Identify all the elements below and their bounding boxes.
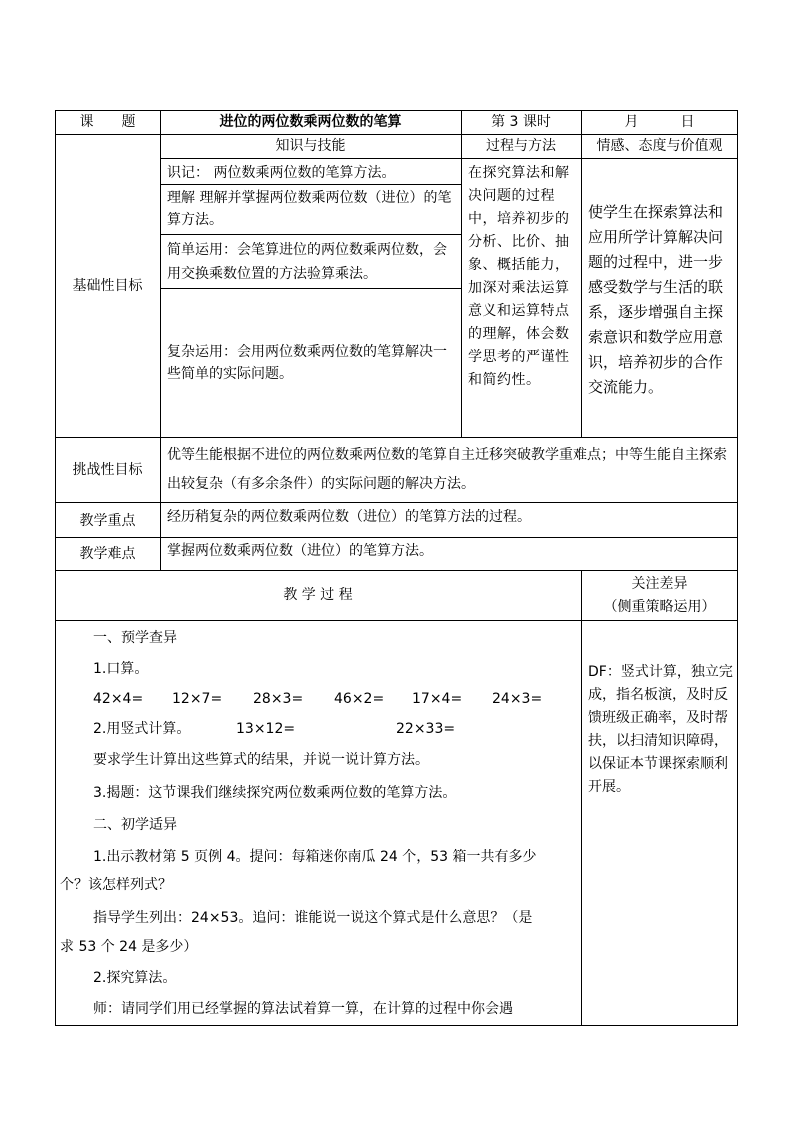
topic-label: 课 题 bbox=[79, 114, 136, 130]
rule-key-end bbox=[55, 537, 738, 538]
process-line-3: 2.用竖式计算。 bbox=[93, 721, 191, 737]
knowledge-item-memorize: 识记： 两位数乘两位数的笔算方法。 bbox=[167, 165, 396, 181]
oral-item-6: 24×3= bbox=[492, 691, 543, 707]
knowledge-item-understand: 理解 理解并掌握两位数乘两位数（进位）的笔算方法。 bbox=[167, 190, 452, 228]
side-strategy-note: DF：竖式计算，独立完成，指名板演，及时反馈班级正确率，及时帮扶，以扫清知识障碍，以保证本节课探索顺利开展。 bbox=[588, 664, 733, 795]
process-line-1: 一、预学查异 bbox=[93, 630, 177, 646]
rule-basic-end bbox=[55, 437, 738, 438]
oral-item-2: 12×7= bbox=[172, 691, 223, 707]
table-border-top bbox=[55, 110, 738, 111]
rule-knowledge-1 bbox=[160, 184, 461, 185]
side-title-1: 关注差异 bbox=[631, 576, 688, 592]
oral-item-4: 46×2= bbox=[334, 691, 385, 707]
rule-difficult-end bbox=[55, 570, 738, 571]
table-border-bottom bbox=[55, 1025, 738, 1026]
process-line-5: 3.揭题：这节课我们继续探究两位数乘两位数的笔算方法。 bbox=[93, 785, 457, 801]
side-title-2: （侧重策略运用） bbox=[603, 599, 716, 615]
attitude-value-text: 使学生在探索算法和应用所学计算解决问题的过程中，进一步感受数学与生活的联系，逐步增强自主探索意识和数学应用意识，培养初步的合作交流能力。 bbox=[588, 203, 724, 396]
difficult-point-text: 掌握两位数乘两位数（进位）的笔算方法。 bbox=[167, 543, 433, 559]
rule-attitude-col bbox=[581, 110, 582, 438]
difficult-point-label: 教学难点 bbox=[79, 546, 136, 562]
lesson-title: 进位的两位数乘两位数的笔算 bbox=[219, 114, 402, 130]
process-method-text: 在探究算法和解决问题的过程中，培养初步的分析、比价、抽象、概括能力，加深对乘法运算意义和运算特点的理解，体会数学思考的严谨性和简约性。 bbox=[468, 165, 570, 388]
process-line-7: 1.出示教材第 5 页例 4。提问：每箱迷你南瓜 24 个，53 箱一共有多少 bbox=[93, 849, 537, 865]
rule-knowledge-2 bbox=[160, 234, 461, 235]
written-item-2: 22×33= bbox=[396, 721, 456, 737]
rule-knowledge-3 bbox=[160, 288, 461, 289]
oral-item-1: 42×4= bbox=[93, 691, 144, 707]
rule-challenge-end bbox=[55, 502, 738, 503]
rule-columns bbox=[160, 158, 738, 159]
rule-header bbox=[55, 134, 738, 135]
table-border-left bbox=[55, 110, 56, 1026]
process-line-8: 个？该怎样列式？ bbox=[60, 877, 172, 893]
process-line-6: 二、初学适异 bbox=[93, 817, 177, 833]
process-line-11: 2.探究算法。 bbox=[93, 970, 177, 986]
lesson-date: 月 日 bbox=[624, 114, 695, 130]
rule-side-col bbox=[581, 570, 582, 1026]
rule-process-head bbox=[55, 620, 738, 621]
lesson-plan-table bbox=[55, 110, 738, 1026]
challenge-goal-text: 优等生能根据不进位的两位数乘两位数的笔算自主迁移突破教学重难点；中等生能自主探索出较复杂（有多余条件）的实际问题的解决方法。 bbox=[167, 447, 727, 492]
key-point-label: 教学重点 bbox=[79, 513, 136, 529]
process-line-4: 要求学生计算出这些算式的结果，并说一说计算方法。 bbox=[93, 752, 429, 768]
process-line-12: 师：请同学们用已经掌握的算法试着算一算，在计算的过程中你会遇 bbox=[93, 1001, 513, 1017]
process-line-9: 指导学生列出：24×53。追问：谁能说一说这个算式是什么意思？（是 bbox=[93, 910, 533, 926]
process-section-title: 教 学 过 程 bbox=[283, 587, 353, 603]
process-line-10: 求 53 个 24 是多少） bbox=[60, 939, 198, 955]
rule-process-col bbox=[461, 110, 462, 438]
process-line-2: 1.口算。 bbox=[93, 661, 149, 677]
challenge-goal-label: 挑战性目标 bbox=[72, 462, 143, 478]
knowledge-item-simple-use: 简单运用：会笔算进位的两位数乘两位数，会用交换乘数位置的方法验算乘法。 bbox=[167, 242, 447, 282]
key-point-text: 经历稍复杂的两位数乘两位数（进位）的笔算方法的过程。 bbox=[167, 509, 531, 525]
table-border-right bbox=[737, 110, 738, 1026]
oral-item-3: 28×3= bbox=[253, 691, 304, 707]
basic-goal-label: 基础性目标 bbox=[72, 278, 143, 294]
col-process-heading: 过程与方法 bbox=[486, 138, 556, 154]
lesson-period: 第 3 课时 bbox=[491, 114, 551, 130]
oral-item-5: 17×4= bbox=[412, 691, 463, 707]
col-attitude-heading: 情感、态度与价值观 bbox=[596, 138, 723, 154]
knowledge-item-complex-use: 复杂运用：会用两位数乘两位数的笔算解决一些简单的实际问题。 bbox=[167, 344, 447, 382]
written-item-1: 13×12= bbox=[236, 721, 296, 737]
col-knowledge-heading: 知识与技能 bbox=[275, 138, 346, 154]
rule-label-col bbox=[160, 110, 161, 571]
